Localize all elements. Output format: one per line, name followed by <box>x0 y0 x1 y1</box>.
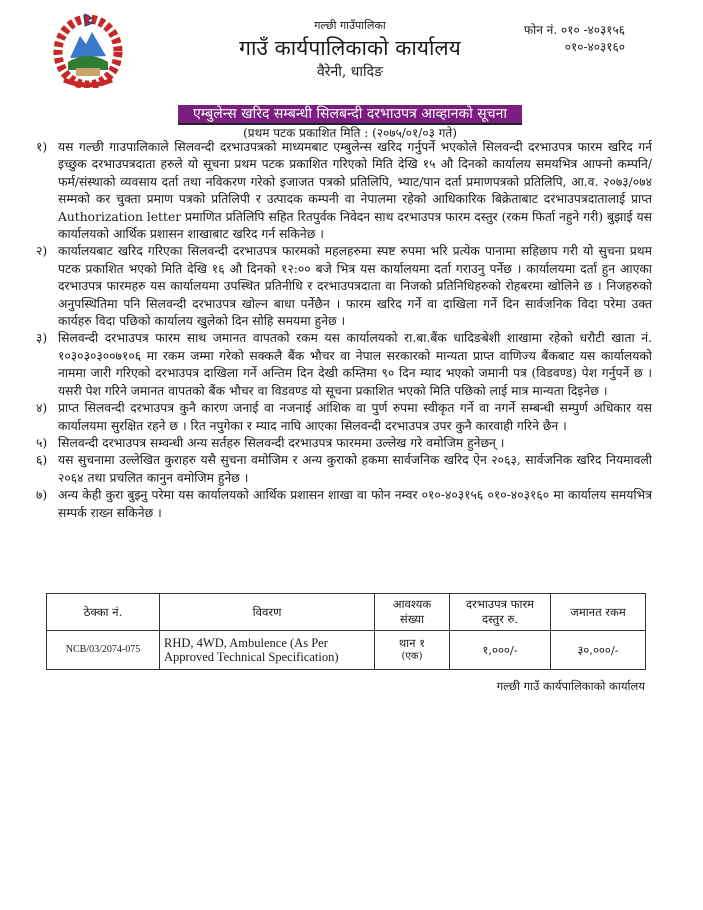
phone-block <box>524 22 625 56</box>
header-contract-no: ठेक्का नं. <box>47 594 160 631</box>
notice-subtitle: (प्रथम पटक प्रकाशित मिति : (२०७५/०१/०३ गते) <box>243 126 457 140</box>
nepal-emblem-logo <box>52 10 124 88</box>
header-form-fee: दरभाउपत्र फारम दस्तुर रु. <box>450 594 551 631</box>
paragraph-text: प्राप्त सिलवन्दी दरभाउपत्र कुनै कारण जनाई वा नजनाई आंशिक वा पुर्ण रुपमा स्वीकृत गर्ने वा नगर्ने सम्बन्धी सम्पुर्ण अधिकार यस कार्यालयमा सुरक्षित रहने छ । रित नपुगेका र म्याद नाघि आएका सिलवन्दी दरभाउपत्र उपर कुनै कारवाही गरिने छैन । <box>58 401 652 433</box>
paragraph-2 <box>36 243 652 330</box>
paragraph-text: यस गल्छी गाउपालिकाले सिलवन्दी दरभाउपत्रको माध्यमबाट एम्बुलेन्स खरिद गर्नुपर्ने भएकोले सिलवन्दी दरभाउपत्र फारम खरिद गर्न इच्छुक दरभाउपत्रदाता हरुले यो सूचना प्रथम पटक प्रकाशित गरिएको मिति देखि १५ औ दिनको कार्यालय समयभित्र आफ्नो कम्पनि/फर्म/संस्थाको व्यवसाय दर्ता तथा नविकरण गरेको इजाजत पत्रको प्रतिलिपि, भ्याट/पान दर्ता प्रमाणपत्रको प्रतिलिपि, आ.व. २०७३/०७४ सम्मको कर चुक्ता प्रमाण पत्रको प्रतिलिपी र उत्पादक कम्पनी वा नेपालमा रहेको आधिकारिक बिक्रेताबाट दरभाउपत्रदातालाई प्राप्त Authorization letter प्रमाणित प्रतिलिपि सहित रितपुर्वक निवेदन साथ दरभाउपत्र फारम दस्तुर (रकम फिर्ता नहुने गरी) बुझाई यस कार्यालयको आर्थिक प्रशासन शाखाबाट खरिद गर्न सकिनेछ । <box>58 140 652 242</box>
paragraph-number: ६) <box>36 453 48 468</box>
paragraph-7 <box>36 487 652 522</box>
cell-form-fee: १,०००/- <box>450 631 551 670</box>
notice-title: एम्बुलेन्स खरिद सम्बन्धी सिलबन्दी दरभाउपत्र आव्हानको सूचना <box>178 105 522 125</box>
header-quantity: आवश्यक संख्या <box>375 594 450 631</box>
paragraph-number: २) <box>36 244 48 259</box>
cell-quantity <box>375 631 450 670</box>
phone-number-2: ०१०-४०३१६० <box>564 40 625 54</box>
paragraph-text: अन्य केही कुरा बुझ्नु परेमा यस कार्यालयको आर्थिक प्रशासन शाखा वा फोन नम्वर ०१०-४०३१५६ ०१०-४०३१६० मा कार्यालय समयभित्र सम्पर्क राख्न सकिनेछ । <box>58 488 652 520</box>
office-name: गाउँ कार्यपालिकाको कार्यालय <box>239 36 461 60</box>
paragraph-4 <box>36 400 652 435</box>
paragraph-number: ७) <box>36 488 48 503</box>
cell-deposit: ३०,०००/- <box>551 631 646 670</box>
notice-body <box>36 139 652 522</box>
cell-description: RHD, 4WD, Ambulence (As Per Approved Technical Specification) <box>160 631 375 670</box>
table-header-row <box>47 594 646 631</box>
footer-signature: गल्छी गाउँ कार्यपालिकाको कार्यालय <box>496 679 645 693</box>
paragraph-5 <box>36 435 652 452</box>
quantity-words: (एक) <box>401 651 423 662</box>
cell-contract-no: NCB/03/2074-075 <box>47 631 160 670</box>
paragraph-number: १) <box>36 140 48 154</box>
paragraph-3 <box>36 330 652 400</box>
paragraph-text: सिलवन्दी दरभाउपत्र सम्वन्धी अन्य सर्तहरु सिलवन्दी दरभाउपत्र फारममा उल्लेख गरे वमोजिम हुनेछन् । <box>58 435 505 450</box>
municipality-name: गल्छी गाउँपालिका <box>314 19 386 32</box>
header-deposit: जमानत रकम <box>551 594 646 631</box>
paragraph-number: ५) <box>36 435 48 450</box>
header-description: विवरण <box>160 594 375 631</box>
phone-number-1: फोन नं. ०१० -४०३१५६ <box>523 23 625 37</box>
paragraph-6 <box>36 452 652 487</box>
paragraph-1 <box>36 139 652 243</box>
paragraph-text: कार्यालयबाट खरिद गरिएका सिलवन्दी दरभाउपत्र फारमको महलहरुमा स्पष्ट रुपमा भरि प्रत्येक पानामा सहिछाप गरी यो सुचना प्रथम पटक प्रकाशित भएको मिति देखि १६ औ दिनको १२:०० बजे भित्र यस कार्यालयमा दर्ता गराउनु पर्नेछ । कार्यालयमा दर्ता हुन आएका दरभाउपत्र फारमहरु यस कार्यालयमा उपस्थित प्रतिनीधि र दरभाउपत्रदाता वा निजको प्रतिनिधिहरुको रोहबरमा खोलिने छ । निजहरुको अनुपस्थितिमा पनि सिलवन्दी दरभाउपत्र खोल्न बाधा पर्नेछैन । फारम खरिद गर्ने वा दाखिला गर्ने दिन सार्वजनिक विदा परेमा उक्त कार्यहरु विदा पछिको कार्यालय खुलेको दिन सोहि समयमा हुनेछ । <box>58 244 652 329</box>
paragraph-number: ३) <box>36 331 48 346</box>
paragraph-text: सिलवन्दी दरभाउपत्र फारम साथ जमानत वापतको रकम यस कार्यालयको रा.बा.बैंक धादिङबेशी शाखामा रहेको धरौटी खाता नं. १०३०३०३००७१०६ मा रकम जम्मा गरेको सक्कलै बैंक भौचर वा नेपाल सरकारको मान्यता प्राप्त वाणिज्य बैंकबाट यस कार्यालयको नाममा जारी गरिएको दरभाउपत्र दाखिला गर्ने अन्तिम दिन देखी कम्तिमा ९० दिन म्याद भएको जमानी पत्र (विडवण्ड) पेश गर्नुपर्ने छ । यसरी पेश गरिने जमानत वापतको बैंक भौचर वा विडवण्ड यो सूचना प्रकाशित भएको मिति पछिको लाई मात्र मान्यता दिइनेछ । <box>58 331 652 398</box>
paragraph-number: ४) <box>36 401 48 416</box>
paragraph-text: यस सुचनामा उल्लेखित कुराहरु यसै सुचना वमोजिम र अन्य कुराको हकमा सार्वजनिक खरिद ऐन २०६३, सार्वजनिक खरिद नियमावली २०६४ तथा प्रचलित कानुन वमोजिम हुनेछ । <box>58 453 652 485</box>
office-address: वैरेनी, धादिङ <box>316 64 384 80</box>
quantity-value: थान १ <box>398 636 426 650</box>
tender-table <box>46 593 646 670</box>
table-row <box>47 631 646 670</box>
